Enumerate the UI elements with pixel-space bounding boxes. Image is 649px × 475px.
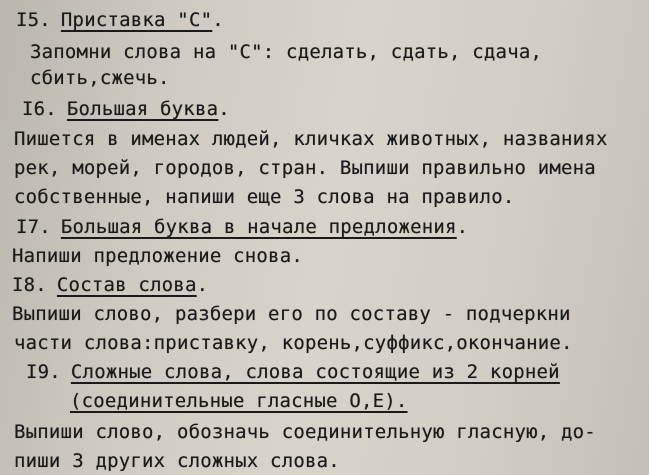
section-15-heading: I5. Приставка "С". xyxy=(16,9,224,31)
body-text-line: Выпиши слово, обозначь соединительную гласную, до- xyxy=(14,421,596,443)
section-18-heading: I8. Состав слова. xyxy=(12,274,209,296)
section-title: Состав слова xyxy=(56,274,197,296)
body-text-line: сбить,сжечь. xyxy=(30,67,170,89)
body-text-line: Выпиши слово, разбери его по составу - подчеркни xyxy=(12,303,571,325)
section-number: I9. xyxy=(26,361,61,383)
body-text-line: пиши 3 других сложных слова. xyxy=(14,450,340,472)
body-text-line: собственные, напиши еще 3 слова на правило. xyxy=(14,186,515,208)
section-16-heading: I6. Большая буква. xyxy=(22,98,230,120)
section-number: I8. xyxy=(12,274,47,296)
section-19-heading xyxy=(26,360,560,384)
section-number: I6. xyxy=(22,98,57,120)
body-text-line: Запомни слова на "С": сделать, сдать, сдача, xyxy=(30,41,543,63)
section-title: Большая буква в начале предложения xyxy=(60,216,457,238)
body-text-line: части слова:приставку, корень,суффикс,окончание. xyxy=(14,332,573,354)
section-title: Большая буква xyxy=(66,98,219,120)
body-text-line: рек, морей, городов, стран. Выпиши правильно имена xyxy=(14,157,596,179)
section-title: Сложные слова, слова состоящие из 2 корней xyxy=(70,361,560,383)
body-text-line: Пишется в именах людей, кличках животных, названиях xyxy=(14,128,608,150)
section-title: Приставка "С" xyxy=(60,9,213,31)
section-19-subtitle: (соединительные гласные О,Е). xyxy=(70,390,408,412)
section-17-heading: I7. Большая буква в начале предложения. xyxy=(16,216,469,238)
section-number: I7. xyxy=(16,216,51,238)
section-number: I5. xyxy=(16,9,51,31)
body-text-line: Напиши предложение снова. xyxy=(12,245,303,267)
